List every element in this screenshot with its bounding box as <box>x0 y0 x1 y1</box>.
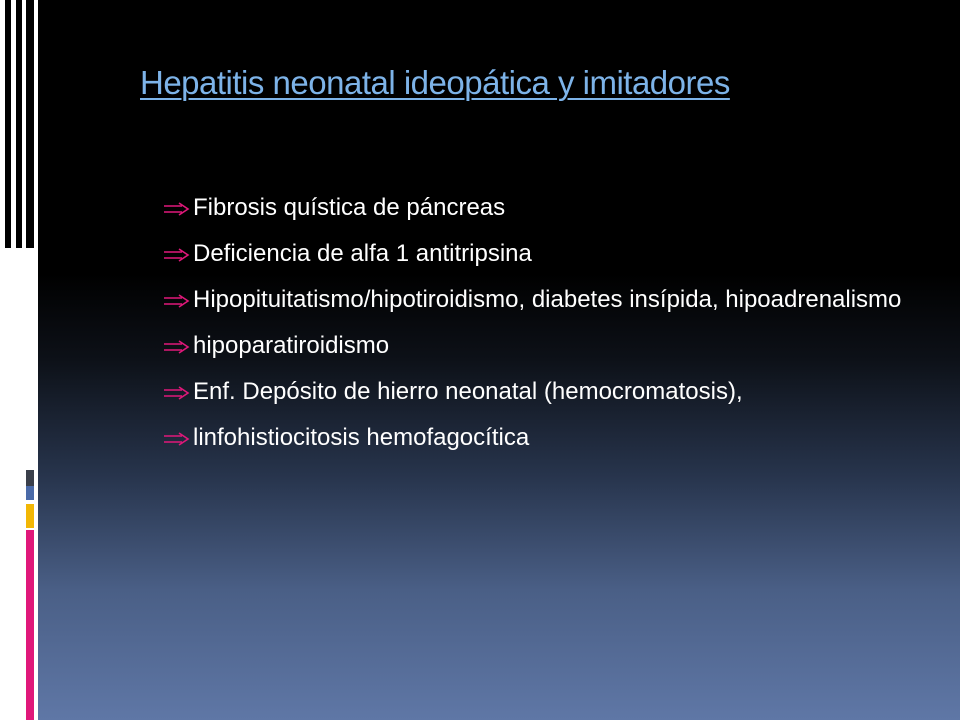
bullet-item <box>164 285 924 314</box>
bullet-text: linfohistiocitosis hemofagocítica <box>193 424 530 451</box>
double-right-arrow-icon <box>164 248 190 262</box>
bullet-item <box>164 193 924 222</box>
bullet-text: Hipopituitatismo/hipotiroidismo, diabetes insípida, hipoadrenalismo <box>193 286 902 313</box>
bullet-text: Enf. Depósito de hierro neonatal (hemocromatosis), <box>193 378 743 405</box>
decorative-bar <box>26 470 34 486</box>
bullet-item <box>164 331 924 360</box>
double-right-arrow-icon <box>164 202 190 216</box>
decorative-bar <box>26 504 34 528</box>
decorative-bar <box>26 530 34 720</box>
bullet-text: hipoparatiroidismo <box>193 332 390 359</box>
bullet-item <box>164 377 924 406</box>
decorative-bar <box>16 0 22 248</box>
double-right-arrow-icon <box>164 432 190 446</box>
bullet-text: Fibrosis quística de páncreas <box>193 194 506 221</box>
bullet-list <box>164 193 924 469</box>
bullet-item <box>164 423 924 452</box>
double-right-arrow-icon <box>164 340 190 354</box>
double-right-arrow-icon <box>164 386 190 400</box>
double-right-arrow-icon <box>164 294 190 308</box>
decorative-bar <box>26 0 34 248</box>
decorative-bar <box>26 486 34 500</box>
bullet-text: Deficiencia de alfa 1 antitripsina <box>193 240 532 267</box>
bullet-item <box>164 239 924 268</box>
decorative-bar <box>5 0 11 248</box>
slide-title: Hepatitis neonatal ideopática y imitadores <box>140 64 730 101</box>
